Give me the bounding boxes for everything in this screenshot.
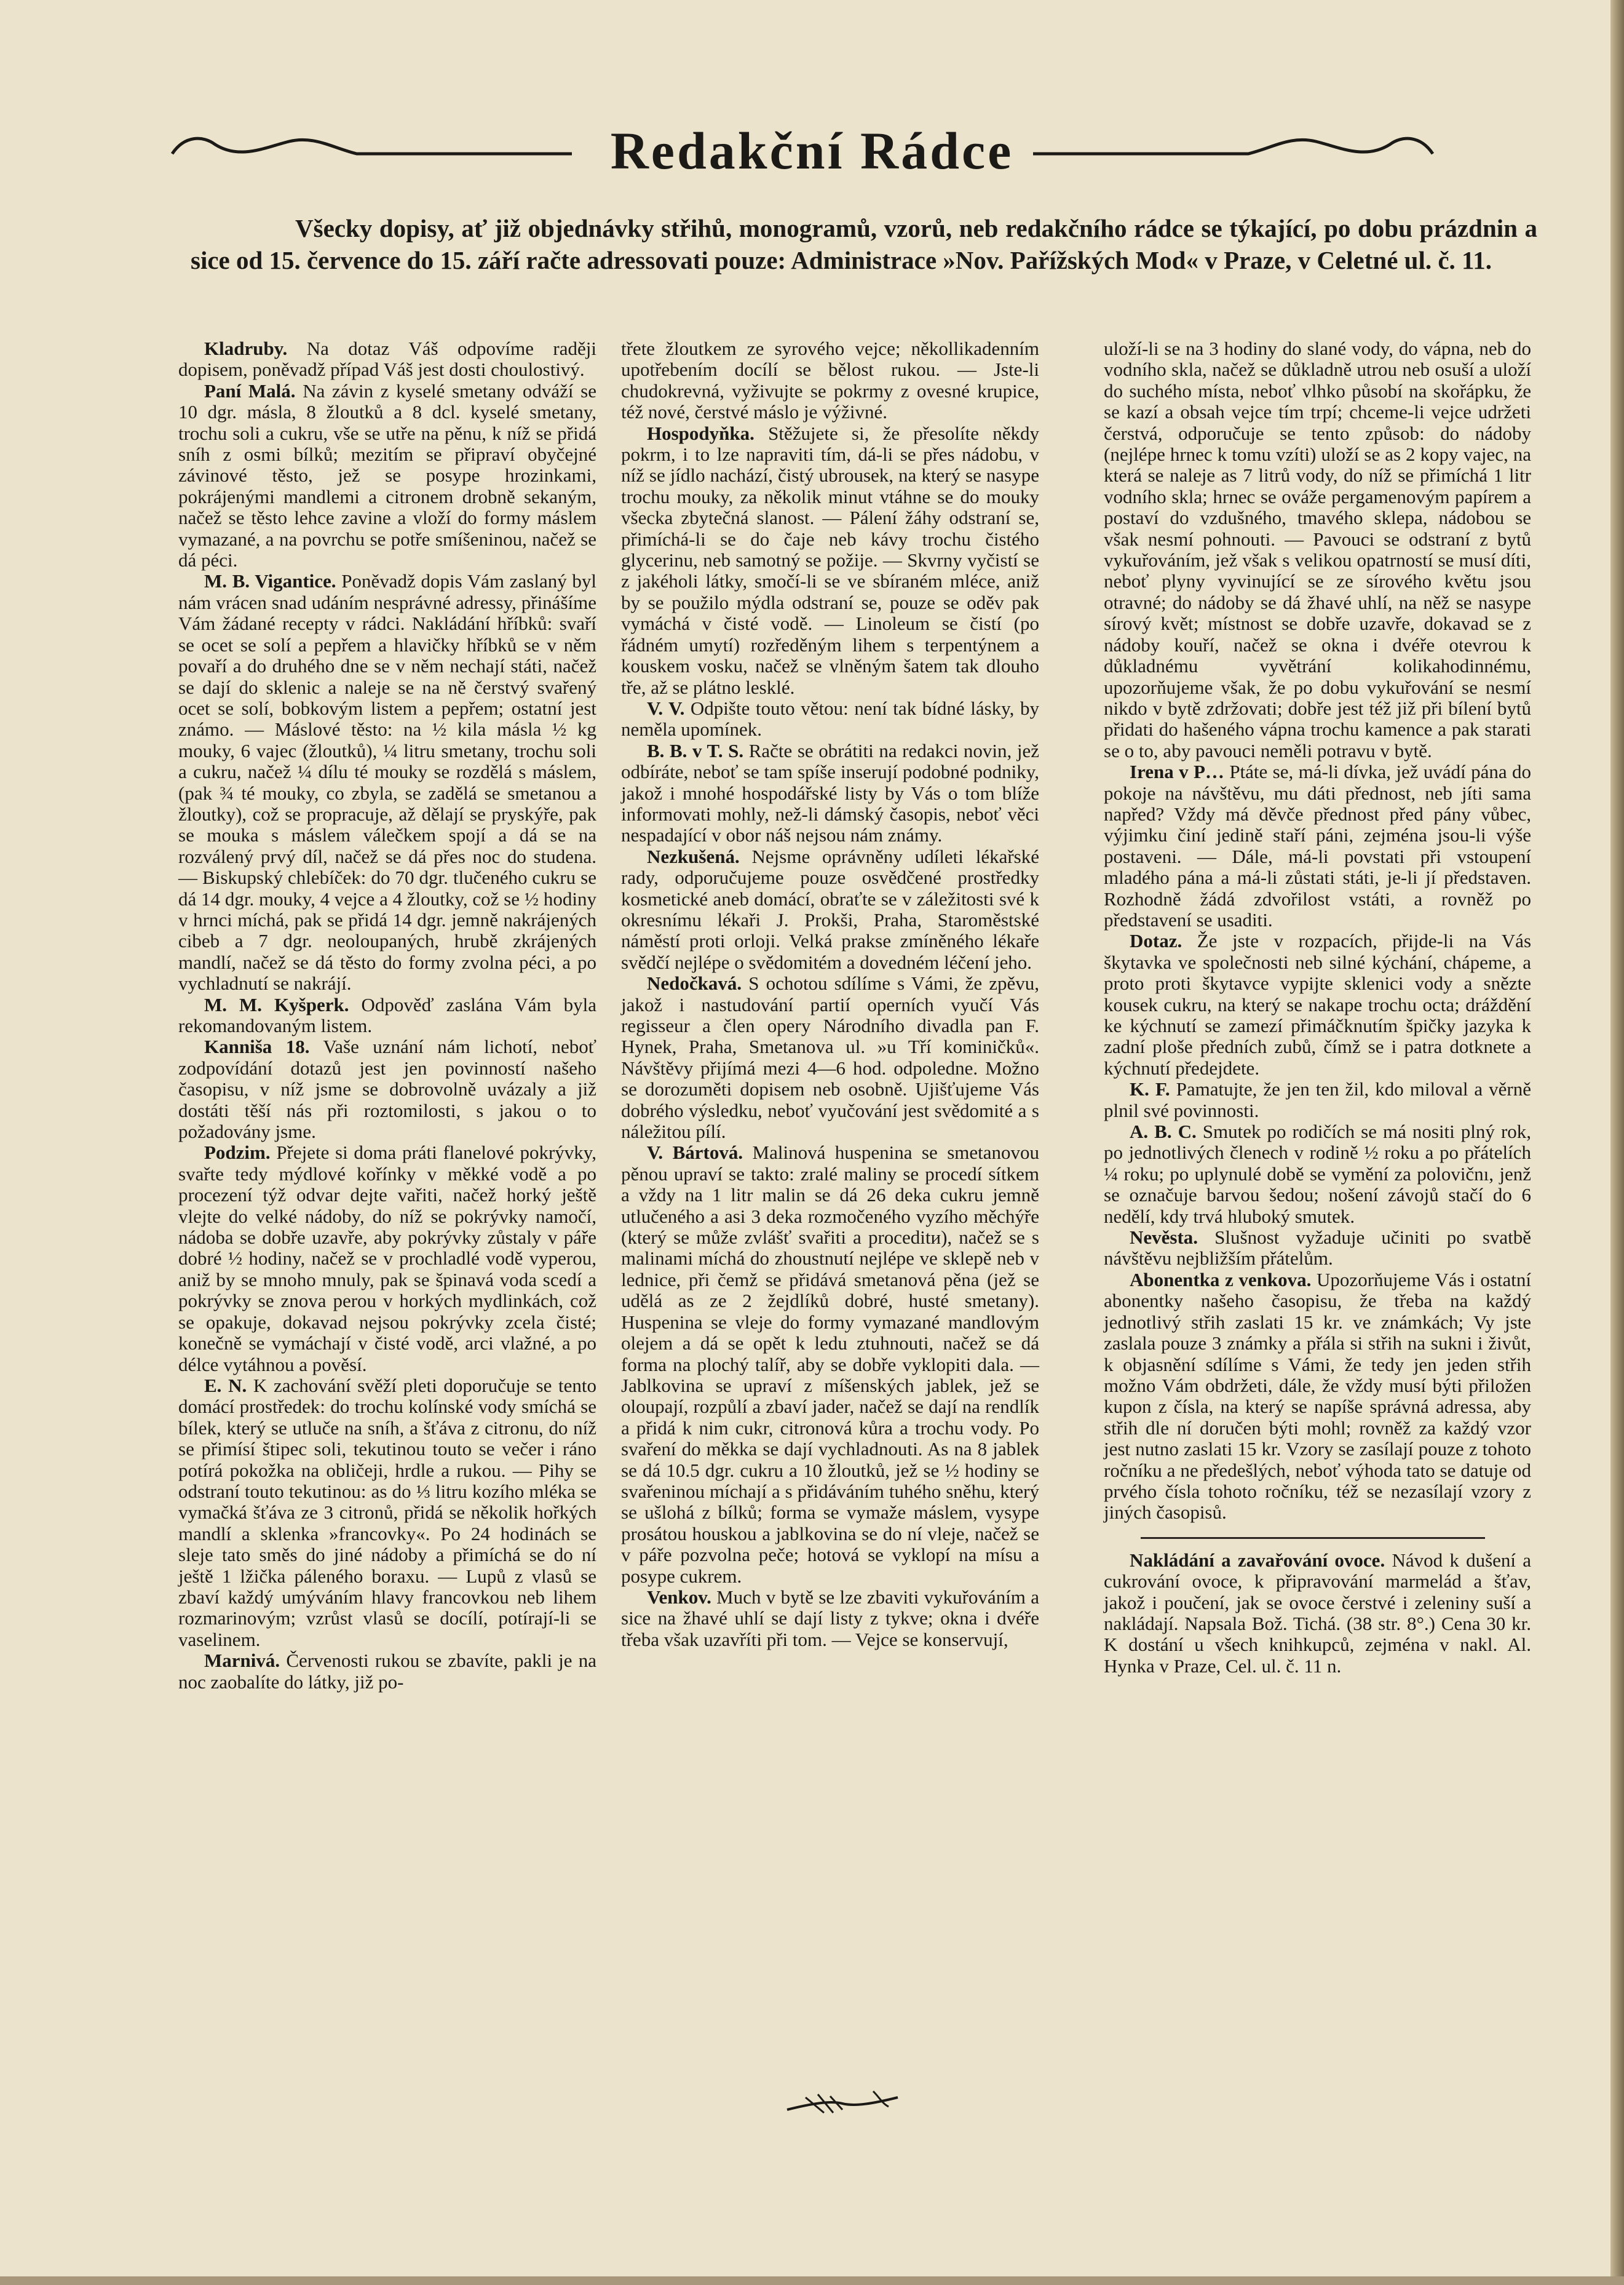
answer-text: Poněvadž dopis Vám zaslaný byl nám vrácen snad udáním nesprávné adressy, přinášíme Vám žádané recepty v rádci. Nakládání hříbků: svaří se ocet se solí a pepřem a hlavičky hříbků se v něm povaří a do druhého dne se v něm nechají státi, načež se dají do sklenic a naleje se na ně čerstvý svařený ocet se solí, bobkovým listem a pepřem; ostatní jest známo. — Máslové těsto: na ½ kila másla ½ kg mouky, 6 vajec (žloutků), ¼ litru smetany, trochu soli a cukru, načež ¼ dílu té mouky se rozdělá s máslem, (pak ¾ té mouky, co zbyla, se zadělá se smetanou a žloutky), což se propracuje, až dělají se pryskýře, pak se mouka s máslem válečkem spojí a dá se na rozválený prvý díl, načež se dá přes noc do studena. — Biskupský chlebíček: do 70 dgr. tlučeného cukru se dá 14 dgr. mouky, 4 vejce a 4 žloutky, což se ½ hodiny v hrnci míchá, pak se přidá 14 dgr. jemně nakrájených cibeb a 7 dgr. neoloupaných, hrubě zkrájených mandlí, načež se dá těsto do formy zvolna péci, a po vychladnutí se nakrájí. (178, 570, 597, 995)
answer-paragraph (178, 1142, 596, 1375)
book-advert (1104, 1550, 1531, 1677)
answer-addressee: Irena v P… (1130, 761, 1224, 783)
answer-addressee: Kanniša 18. (204, 1036, 310, 1058)
answer-paragraph (1104, 931, 1531, 1079)
answer-paragraph (621, 1587, 1039, 1650)
answer-text: Červenosti rukou se zbavíte, pakli je na noc zaobalíte do látky, již po- (178, 1650, 597, 1693)
answer-addressee: Nezkušená. (647, 845, 740, 867)
answer-text: Na dotaz Váš odpovíme raději dopisem, poněvadž případ Váš jest dosti choulostivý. (178, 338, 596, 381)
answer-paragraph (1104, 1270, 1531, 1524)
answer-addressee: Podzim. (204, 1142, 271, 1164)
answer-text: Smutek po rodičích se má nositi plný rok, po jednotlivých členech v rodině ½ roku a po přátelích ¼ roku; po uplynulé době se vymění za polovičnı, jenž se označuje barvou šedou; nošení závojů stačí do 6 nedělí, kdy trvá hluboký smutek. (1104, 1121, 1532, 1227)
column-3 (1104, 338, 1531, 1677)
answer-addressee: Abonentka z venkova. (1130, 1268, 1312, 1290)
answer-paragraph (178, 381, 596, 571)
book-advert-title: Nakládání a zavařování ovoce. (1130, 1549, 1385, 1571)
answer-text: Že jste v rozpacích, přijde-li na Vás škytavka ve společnosti neb silné kýchání, chápeme, a proto proti škytavce vypijte sklenici vody a snězte kousek cukru, na který se nakape trochu octa; dráždění ke kýchnutí se zamezí přimáčknutím špičky jazyka k zadní ploše předních zubů, čímž se i patra dotknete a kýchnutí předejdete. (1104, 930, 1532, 1079)
answer-addressee: Hospodyňka. (647, 422, 755, 444)
page-title: Redakční Rádce (610, 121, 1014, 180)
answer-paragraph (1104, 761, 1531, 931)
answer-paragraph (621, 1142, 1039, 1587)
answer-text: K zachování svěží pleti doporučuje se tento domácí prostředek: do trochu kolínské vody smíchá se bílek, který se utluče na sníh, a šťáva z citronu, do níž se přimísí štipec soli, tekutinou touto se večer i ráno potírá pokožka na obličeji, hrdle a rukou. — Pihy se odstraní touto tekutinou: as do ⅓ litru kozího mléka se vymačká šťáva ze 3 citronů, přidá se několik hořkých mandlí a sklenka »francovky«. Po 24 hodinách se sleje tato směs do jiné nádoby a přimíchá se do ní ještě 1 lžička páleného boraxu. — Lupů z vlasů se zbaví každý umýváním hlavy francovkou neb lihem rozmarinovým; vzrůst vlasů se docílí, potírají-li se vaselinem. (178, 1374, 596, 1650)
answer-text: uloží-li se na 3 hodiny do slané vody, do vápna, neb do vodního skla, načež se důkladně utrou neb osuší a uloží do suchého místa, neboť vlhko působí na skořápku, že se kazí a obsah vejce tím trpí; chceme-li vejce udržeti čerstvá, odporučuje se tento způsob: do nádoby (nejlépe hrnec k tomu vzíti) uloží se as 2 kopy vajec, na která se naleje as 7 litrů vody, do níž se přimíchá 1 litr vodního skla; hrnec se ováže pergamenovým papírem a postaví do vzdušného, tmavého sklepa, nádobou se však nesmí pohnouti. — Pavouci se odstraní z bytů vykuřováním, jež však s velikou opatrností se musí díti, neboť plyny vyvinující se ze sírového květu jsou otravné; do nádoby se dá žhavé uhlí, na něž se nasype sírový květ; místnost se dobře uzavře, dokavad se z nádoby kouří, načež se okna i dvéře otevrou k důkladnému vyvětrání kolikahodinnému, upozorňujeme však, že po dobu vykuřování se nesmí nikdo v bytě zdržovati; dobře jest též již při bílení bytů přidati do hašeného vápna trochu kamence a pak starati se o to, aby pavouci neměli potravu v bytě. (1104, 338, 1531, 761)
answer-addressee: A. B. C. (1130, 1121, 1197, 1143)
answer-text: Ptáte se, má-li dívka, jež uvádí pána do pokoje na návštěvu, mu dáti přednost, neb jíti sama napřed? Vždy má děvče přednost před pány vůbec, výjimku činí jedině staří páni, zejména jsou-li výše postaveni. — Dále, má-li povstati při vstoupení mladého pána a má-li zůstati státi, je-li jí představen. Rozhodně žádá zdvořilost vstáti, a rovněž po představení se usaditi. (1104, 761, 1532, 931)
answer-paragraph (1104, 1227, 1531, 1270)
answer-text: Na závin z kyselé smetany odváží se 10 dgr. másla, 8 žloutků a 8 dcl. kyselé smetany, trochu soli a cukru, vše se utře na pěnu, k níž se přidá sníh z osmi bílků; mezitím se připraví obyčejné závinové těsto, jež se posype hrozinkami, pokrájenými mandlemi a citronem drobně sekaným, načež se těsto lehce zavine a vloží do formy máslem vymazané, a na povrchu se potře smíšeninou, načež se dá péci. (178, 380, 596, 571)
answer-text: Nejsme oprávněny udíleti lékařské rady, odporučujeme pouze osvědčené prostředky kosmetické aneb domácí, obraťte se v záležitosti své k okresnímu lékaři J. Prokši, Praha, Staroměstské náměstí proti orloji. Velká prakse zmíněného lékaře svědčí nejlépe o svědomitém a dovedném léčení jeho. (621, 845, 1040, 973)
column-2 (621, 338, 1039, 1650)
answer-paragraph (621, 741, 1039, 846)
answer-addressee: Dotaz. (1130, 930, 1182, 952)
answer-paragraph (178, 1036, 596, 1142)
answer-text: S ochotou sdílíme s Vámi, že zpěvu, jakož i nastudování partií operních vyučí Vás regisseur a člen opery Národního divadla pan F. Hynek, Praha, Smetanova ul. »u Tří kominičků«. Návštěvy přijímá mezi 4—6 hod. odpoledne. Možno se dorozuměti dopisem neb osobně. Ujišťujeme Vás dobrého výsledku, neboť vyučování jest svědomité a s náležitou pílí. (621, 972, 1039, 1143)
answer-text: třete žloutkem ze syrového vejce; někollikadenním upotřebením docílí se bělost rukou. — Jste-li chudokrevná, vyživujte se pokrmy z ovesné krupice, též nové, čerstvé máslo je výživné. (621, 338, 1039, 423)
answer-text: Přejete si doma práti flanelové pokrývky, svařte tedy mýdlové kořínky v měkké vodě a po procezení týž odvar dejte vařiti, načež horký ještě vlejte do velké nádoby, do níž se pokrývky namočí, nádoba se dobře uzavře, aby pokrývky zůstaly v páře dobré ½ hodiny, načež se v prochladlé vodě vyperou, aniž by se mnoho mnuly, pak se špinavá voda scedí a pokrývky se znova perou v horkých mydlinkách, což se opakuje, dokavad nejsou pokrývky zcela čisté; konečně se vymáchají v čisté vodě, arci vlažné, a po délce vytáhnou a pověsí. (178, 1142, 597, 1375)
answer-paragraph (178, 1650, 596, 1693)
answer-addressee: B. B. v T. S. (647, 739, 744, 761)
answer-text: Much v bytě se lze zbaviti vykuřováním a sice na žhavé uhlí se dají listy z tykve; okna i dvéře třeba však uzavříti při tom. — Vejce se konservují, (621, 1586, 1039, 1650)
answer-text: Odpověď zaslána Vám byla rekomandovaným listem. (178, 993, 596, 1036)
answer-text: Pamatujte, že jen ten žil, kdo miloval a věrně plnil své povinnosti. (1104, 1078, 1532, 1121)
answer-addressee: V. Bártová. (647, 1142, 743, 1164)
page-edge-bottom (0, 2276, 1624, 2285)
answer-addressee: Paní Malá. (204, 380, 296, 402)
separator-rule (1141, 1537, 1485, 1539)
answer-addressee: Venkov. (647, 1586, 711, 1608)
answer-addressee: M. M. Kyšperk. (204, 993, 349, 1015)
answer-paragraph (178, 995, 596, 1037)
answer-paragraph (1104, 1121, 1531, 1227)
answer-addressee: Marnivá. (204, 1650, 280, 1672)
answer-text: Malinová huspenina se smetanovou pěnou upraví se takto: zralé maliny se procedí sítkem a vždy na 1 litr malin se dá 26 deka cukru jemně utlučeného a asi 3 deka rozmočeného vyzího měchýře (který se může zvlášť svařiti a proceditи), načež se s malinami míchá do zhoustnutí nejlépe ve sklepě neb v lednice, při čemž se přidává smetanová pěna (jež se udělá as ze 2 žejdlíků dobré, husté smetany). Huspenina se vleje do formy vymazané mandlovým olejem a dá se opět k ledu ztuhnouti, načež se dá forma na plochý talíř, aby se dobře vyklopiti dala. — Jablkovina se upraví z míšenských jablek, jež se oloupají, rozpůlí a zbaví jader, načež se dají na rendlík a přidá k nim cukr, citronová kůra a trochu vody. Po svaření do měkka se dají vychladnouti. As na 8 jablek se dá 10.5 dgr. cukru a 10 žloutků, jež se ½ hodiny se svařeninou míchají a s přidáváním tuhého sněhu, který se ušlohá z bílků; forma se vymaže máslem, vysype prosátou houskou a jablkovina se do ní vleje, načež se v páře pozvolna peče; hotová se vyklopí na mísu a posype cukrem. (621, 1142, 1040, 1587)
answer-paragraph (621, 338, 1039, 423)
page-edge-right (1610, 0, 1624, 2285)
answer-paragraph (1104, 338, 1531, 761)
answer-paragraph (621, 698, 1039, 741)
answer-paragraph (621, 423, 1039, 698)
answer-text: Odpište touto větou: není tak bídné lásky, by neměla upomínek. (621, 697, 1040, 741)
answer-paragraph (621, 846, 1039, 973)
answer-paragraph (621, 973, 1039, 1142)
answer-paragraph (178, 1375, 596, 1650)
answer-text: Upozorňujeme Vás i ostatní abonentky našeho časopisu, že třeba na každý jednotlivý střih zaslati 15 kr. ve známkách; Vy jste zaslala pouze 3 známky a přála si střih na sukni i živůt, k objasnění sdílíme s Vámi, že tedy jen jeden střih možno Vám obdržeti, dále, že vždy musí býti přiložen kupon z čísla, na který se napíše správná adressa, aby střih dle ní doručen býti mohl; rovněž za každý vzor jest nutno zaslati 15 kr. Vzory se zasílají pouze z tohoto ročníku a ne předešlých, neboť výhoda tato se datuje od prvého čísla tohoto ročníku, též se nezasílají vzory z jiných časopisů. (1104, 1268, 1532, 1524)
answer-text: Slušnost vyžaduje učiniti po svatbě návštěvu nejbližším přátelům. (1104, 1226, 1532, 1270)
answer-addressee: V. V. (647, 697, 685, 719)
column-1 (178, 338, 596, 1693)
answer-paragraph (178, 571, 596, 994)
notice: Všecky dopisy, ať již objednávky střihů, monogramů, vzorů, neb redakčního rádce se týkající, po dobu prázdnin a sice od 15. července do 15. září račte adressovati pouze: Administrace »Nov. Pařížských Mod« v Praze, v Celetné ul. č. 11. (191, 214, 1537, 274)
answer-addressee: K. F. (1130, 1078, 1170, 1100)
answer-addressee: M. B. Vigantice. (204, 570, 336, 592)
answer-paragraph (1104, 1079, 1531, 1121)
answer-addressee: Nevěsta. (1130, 1226, 1198, 1249)
answer-addressee: E. N. (204, 1374, 247, 1396)
answer-paragraph (178, 338, 596, 381)
answer-addressee: Nedočkavá. (647, 972, 742, 995)
end-ornament (781, 2079, 904, 2128)
answer-text: Račte se obrátiti na redakci novin, jež odbíráte, neboť se tam spíše inserují podobné podniky, jakož i mnohé hospodářské listy by Vás o tom blíže informovati mohly, než-li dámský časopis, neboť věci nespadající v obor náš nejsou nám známy. (621, 739, 1039, 846)
answer-text: Stěžujete si, že přesolíte někdy pokrm, i to lze napraviti tím, dá-li se přes nádobu, v níž se jídlo nachází, čistý ubrousek, na který se nasype trochu mouky, za několik minut vtáhne se do mouky všecka zbytečná slanost. — Pálení žáhy odstraní se, přimíchá-li se do čaje neb kávy trochu čistého glycerinu, neb samotný se požije. — Skvrny vyčistí se z jakéholi látky, smočí-li se ve sbíraném mléce, aniž by se použilo mýdla odstraní se, pouze se oděv pak vymáchá v čisté vodě. — Linoleum se čistí (po řádném umytí) rozředěným lihem s terpentýnem a kouskem vosku, načež se vlněným šatem tak dlouho tře, až se plátno lesklé. (621, 422, 1039, 698)
answer-text: Vaše uznání nám lichotí, neboť zodpovídání dotazů jest jen povinností našeho časopisu, v níž jsme se dobrovolně uvázaly a již dostáti těší nás při roztomilosti, s jakou o to požadovány jsme. (178, 1036, 596, 1143)
book-advert-text: Návod k dušení a cukrování ovoce, k připravování marmelád a šťav, jakož i poučení, jak se ovoce čerstvé i zeleniny suší a nakládají. Napsala Bož. Tichá. (38 str. 8°.) Cena 30 kr. K dostání u všech knihkupců, zejména v nakl. Al. Hynka v Praze, Cel. ul. č. 11 n. (1104, 1549, 1532, 1677)
answer-addressee: Kladruby. (204, 338, 288, 359)
